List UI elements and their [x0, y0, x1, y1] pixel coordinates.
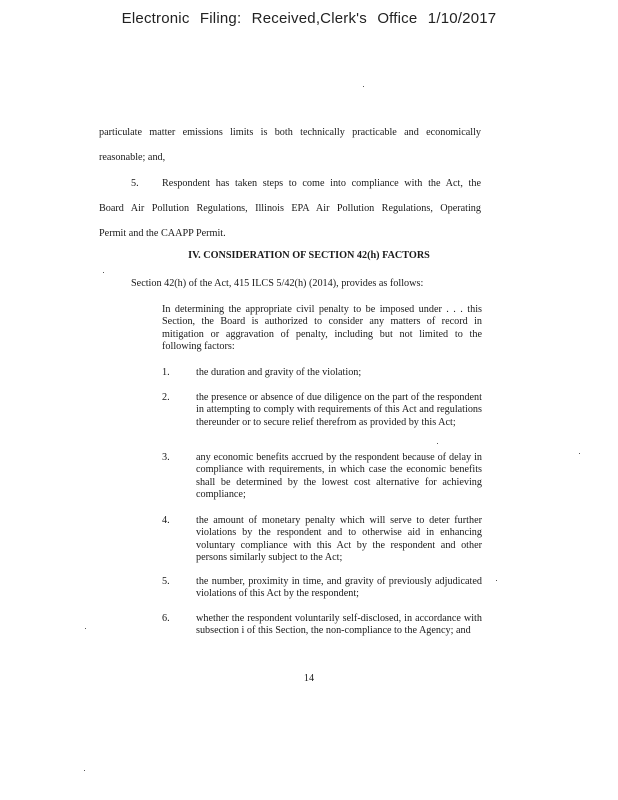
factor-text: the presence or absence of due diligence on the part of the respondent in attempting to comply with requirements of this Act and regulations thereunder or to secure relief therefrom as provided by this Act;: [196, 392, 482, 428]
scan-speck: [103, 272, 104, 273]
page-number: 14: [303, 673, 315, 684]
filing-stamp: Electronic Filing: Received,Clerk's Office 1/10/2017: [121, 10, 497, 27]
scan-speck: [363, 86, 364, 87]
paragraph-line: Respondent has taken steps to come into compliance with the Act, the: [162, 178, 481, 189]
section-heading: IV. CONSIDERATION OF SECTION 42(h) FACTORS: [188, 250, 430, 261]
scan-speck: [579, 453, 580, 454]
factor-number: 1.: [162, 367, 170, 378]
block-quote: In determining the appropriate civil penalty to be imposed under . . . this Section, the Board is authorized to consider any matters of record in mitigation or aggravation of penalty, including but not limited to the following factors:: [162, 304, 482, 353]
factor-number: 6.: [162, 613, 170, 624]
factor-number: 5.: [162, 576, 170, 587]
factor-text: the number, proximity in time, and gravity of previously adjudicated violations of this Act by the respondent;: [196, 576, 482, 600]
intro-paragraph: Section 42(h) of the Act, 415 ILCS 5/42(h) (2014), provides as follows:: [131, 278, 424, 289]
paragraph-line: reasonable; and,: [99, 152, 166, 163]
paragraph-number: 5.: [131, 178, 139, 189]
scan-speck: [437, 443, 438, 444]
factor-text: whether the respondent voluntarily self-disclosed, in accordance with subsection i of this Section, the non-compliance to the Agency; and: [196, 613, 482, 637]
factor-number: 3.: [162, 452, 170, 463]
paragraph-line: Permit and the CAAPP Permit.: [99, 228, 226, 239]
paragraph-line: Board Air Pollution Regulations, Illinois EPA Air Pollution Regulations, Operating: [99, 203, 481, 214]
factor-text: the amount of monetary penalty which will serve to deter further violations by the respondent and to otherwise aid in enhancing voluntary compliance with this Act by the respondent and other persons similarly subject to the Act;: [196, 515, 482, 564]
scan-speck: [496, 580, 497, 581]
factor-text: any economic benefits accrued by the respondent because of delay in compliance with requirements, in which case the economic benefits shall be determined by the lowest cost alternative for achieving compliance;: [196, 452, 482, 501]
factor-number: 4.: [162, 515, 170, 526]
factor-number: 2.: [162, 392, 170, 403]
factor-text: the duration and gravity of the violation;: [196, 367, 362, 378]
scan-speck: [85, 628, 86, 629]
scan-speck: [84, 770, 85, 771]
paragraph-line: particulate matter emissions limits is both technically practicable and economically: [99, 127, 481, 138]
